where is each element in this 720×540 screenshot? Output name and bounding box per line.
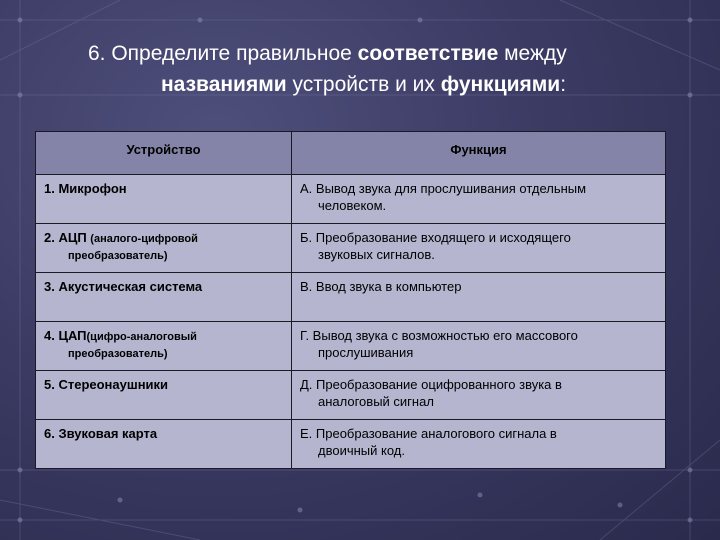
device-name-sub: преобразователь) [68, 250, 168, 262]
device-cell [36, 420, 292, 469]
device-cell [36, 273, 292, 322]
function-text: В. Ввод звука в компьютер [300, 279, 462, 294]
slide-title [88, 38, 688, 100]
function-text: А. Вывод звука для прослушивания отдельным [300, 181, 587, 196]
table-row [36, 273, 666, 322]
function-text-cont: двоичный код. [318, 443, 405, 458]
table-row [36, 322, 666, 371]
title-line2-bold2: функциями [440, 73, 561, 96]
function-cell [292, 175, 666, 224]
device-name: 1. Микрофон [44, 181, 127, 196]
table-row [36, 371, 666, 420]
device-name: 5. Стереонаушники [44, 377, 169, 392]
function-text-cont: человеком. [318, 198, 387, 213]
title-line2 [88, 69, 688, 100]
function-cell [292, 273, 666, 322]
device-name-small: (аналого-цифровой [90, 233, 198, 245]
title-line1-prefix: 6. Определите правильное [88, 42, 358, 65]
device-cell [36, 322, 292, 371]
function-text: Г. Вывод звука с возможностью его массового [300, 328, 578, 343]
table-row [36, 420, 666, 469]
device-cell [36, 371, 292, 420]
function-cell [292, 420, 666, 469]
header-function: Функция [292, 132, 666, 175]
device-name: 2. АЦП [44, 230, 91, 245]
device-name-sub: преобразователь) [68, 348, 168, 360]
function-cell [292, 224, 666, 273]
device-cell [36, 175, 292, 224]
function-text-cont: аналоговый сигнал [318, 394, 434, 409]
function-cell [292, 371, 666, 420]
table-header-row [36, 132, 666, 175]
function-cell [292, 322, 666, 371]
title-line2-bold1: названиями [161, 73, 287, 96]
function-text-cont: прослушивания [318, 345, 414, 360]
title-line2-suffix: : [560, 73, 567, 96]
matching-table [35, 131, 666, 469]
function-text-cont: звуковых сигналов. [318, 247, 435, 262]
function-text: Д. Преобразование оцифрованного звука в [300, 377, 562, 392]
function-text: Е. Преобразование аналогового сигнала в [300, 426, 557, 441]
table-row [36, 175, 666, 224]
table-row [36, 224, 666, 273]
title-line2-mid: устройств и их [286, 73, 441, 96]
device-name: 4. ЦАП [44, 328, 87, 343]
device-name: 3. Акустическая система [44, 279, 203, 294]
title-line1-suffix: между [498, 42, 567, 65]
header-device: Устройство [36, 132, 292, 175]
device-name-small: (цифро-аналоговый [86, 331, 197, 343]
function-text: Б. Преобразование входящего и исходящего [300, 230, 571, 245]
device-name: 6. Звуковая карта [44, 426, 158, 441]
title-line1-bold: соответствие [357, 42, 499, 65]
device-cell [36, 224, 292, 273]
